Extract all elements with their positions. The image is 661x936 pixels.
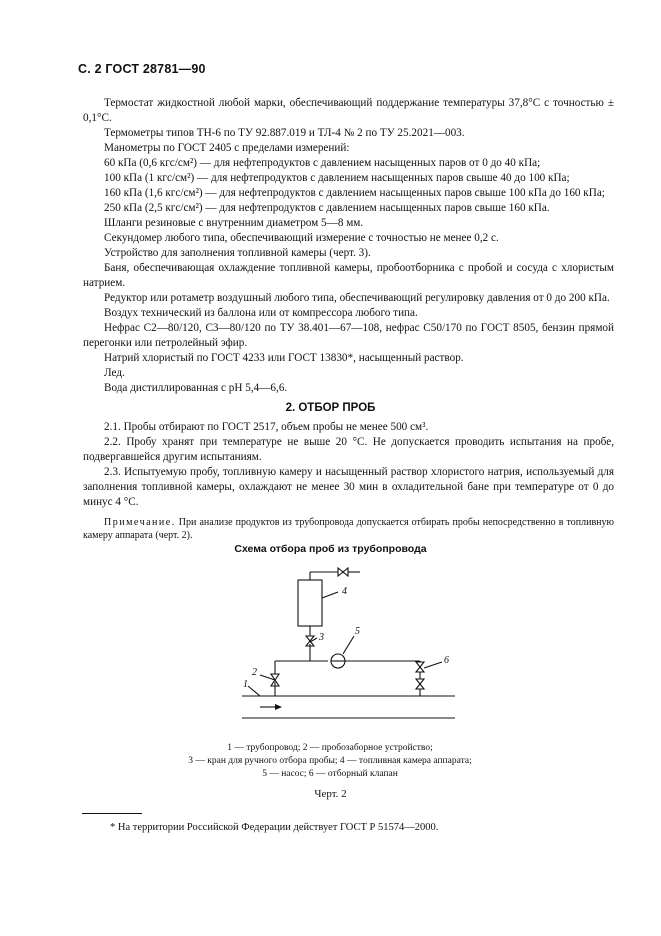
section-heading: 2. ОТБОР ПРОБ: [285, 402, 376, 414]
figure-caption: Черт. 2: [314, 788, 347, 800]
flow-arrow-head: [275, 704, 282, 710]
section-paragraph: 2.1. Пробы отбирают по ГОСТ 2517, объем пробы не менее 500 см³.: [104, 421, 429, 433]
paragraph: Лед.: [104, 367, 125, 379]
footnote-divider: [82, 813, 142, 814]
paragraph: Термостат жидкостной любой марки, обеспечивающий поддержание температуры 37,8°С с точностью ± 0,1°С.: [83, 97, 614, 124]
paragraph: Баня, обеспечивающая охлаждение топливной камеры, пробоотборника с пробой и сосуда с хлористым натрием.: [83, 262, 614, 289]
section-paragraph: 2.2. Пробу хранят при температуре не выше 20 °С. Не допускается проводить испытания на пробе, подвергавшейся другим испытаниям.: [83, 436, 614, 463]
label-2: 2: [252, 667, 257, 678]
paragraph: 250 кПа (2,5 кгс/см²) — для нефтепродуктов с давлением насыщенных паров свыше 160 кПа.: [104, 202, 550, 214]
label-4: 4: [342, 586, 347, 597]
figure-legend: [150, 742, 510, 781]
note-label: Примечание.: [104, 517, 176, 528]
label-6: 6: [444, 655, 449, 666]
paragraph: Воздух технический из баллона или от компрессора любого типа.: [104, 307, 418, 319]
fuel-chamber: [298, 580, 322, 626]
paragraph: 60 кПа (0,6 кгс/см²) — для нефтепродуктов с давлением насыщенных паров от 0 до 40 кПа;: [104, 157, 541, 169]
figure-title: Схема отбора проб из трубопровода: [234, 543, 427, 555]
paragraph: Термометры типов ТН-6 по ТУ 92.887.019 и ТЛ-4 № 2 по ТУ 25.2021—003.: [104, 127, 465, 139]
legend-line: 3 — кран для ручного отбора пробы; 4 — топливная камера аппарата;: [188, 756, 472, 766]
section-paragraph: 2.3. Испытуемую пробу, топливную камеру и насыщенный раствор хлористого натрия, используемый для заполнения топливной камеры, охлаждают не менее 30 мин в охладительной бане при температуре от 0 до минус 4 °С.: [83, 466, 614, 508]
label-1: 1: [243, 679, 248, 690]
paragraph: Устройство для заполнения топливной камеры (черт. 3).: [104, 247, 371, 259]
paragraph: Вода дистиллированная с pH 5,4—6,6.: [104, 382, 288, 394]
legend-line: 1 — трубопровод; 2 — пробозаборное устройство;: [227, 743, 433, 753]
label-3: 3: [319, 632, 324, 643]
paragraph: Манометры по ГОСТ 2405 с пределами измерений:: [104, 142, 350, 154]
sampling-diagram: [230, 562, 460, 732]
paragraph: Редуктор или ротаметр воздушный любого типа, обеспечивающий регулировку давления от 0 до 200 кПа.: [104, 292, 610, 304]
paragraph: 100 кПа (1 кгс/см²) — для нефтепродуктов с давлением насыщенных паров свыше 40 до 100 кПа;: [104, 172, 570, 184]
note: [83, 516, 614, 542]
legend-line: 5 — насос; 6 — отборный клапан: [262, 769, 398, 779]
paragraph: Шланги резиновые с внутренним диаметром 5—8 мм.: [104, 217, 364, 229]
paragraph: 160 кПа (1,6 кгс/см²) — для нефтепродуктов с давлением насыщенных паров свыше 100 кПа до 160 кПа;: [104, 187, 605, 199]
note-text: При анализе продуктов из трубопровода допускается отбирать пробы непосредственно в топливную камеру аппарата (черт. 2).: [83, 517, 614, 541]
paragraph: Натрий хлористый по ГОСТ 4233 или ГОСТ 13830*, насыщенный раствор.: [104, 352, 464, 364]
page-header: С. 2 ГОСТ 28781—90: [78, 62, 206, 76]
paragraph: Секундомер любого типа, обеспечивающий измерение с точностью не менее 0,2 с.: [104, 232, 499, 244]
label-5: 5: [355, 626, 360, 637]
paragraph: Нефрас С2—80/120, С3—80/120 по ТУ 38.401—67—108, нефрас С50/170 по ГОСТ 8505, бензин прямой перегонки или петролейный эфир.: [83, 322, 614, 349]
footnote: * На территории Российской Федерации действует ГОСТ Р 51574—2000.: [110, 822, 439, 833]
